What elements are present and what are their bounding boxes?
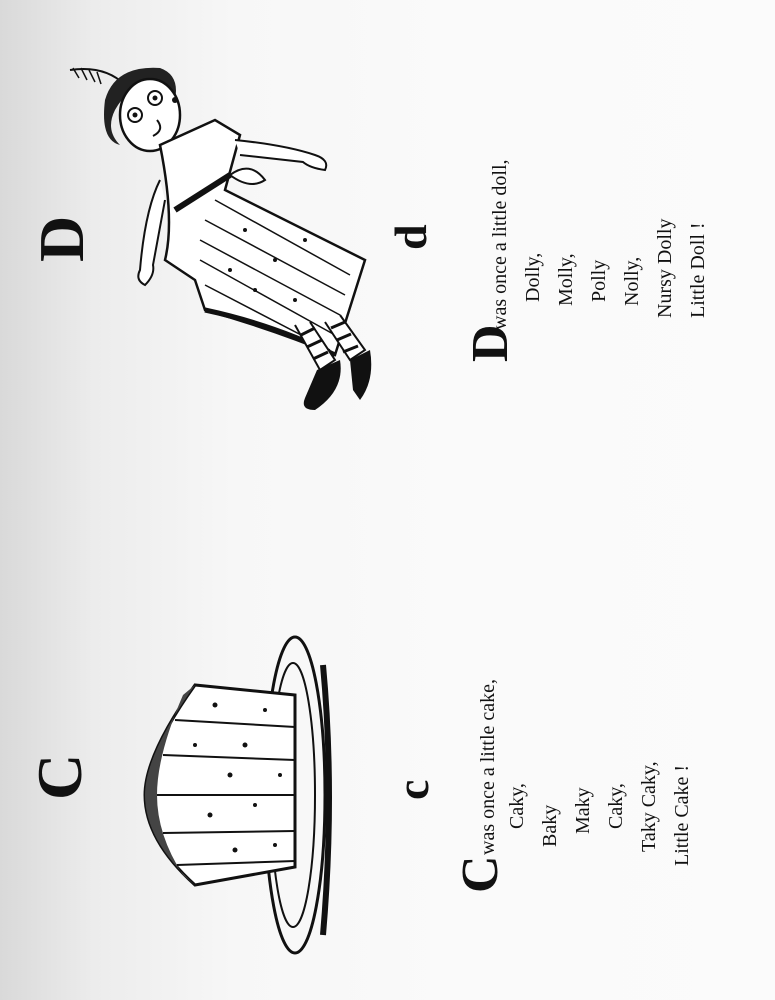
cake-illustration [135,635,335,965]
capital-letter-c: C [24,753,95,800]
verse-c-line-6: Taky Caky, [638,761,660,852]
verse-c-line-2: Caky, [506,783,528,829]
verse-d-line-3: Molly, [555,253,577,306]
lowercase-letter-c: c [387,779,438,800]
doll-illustration [65,60,375,420]
verse-c-line-4: Maky [572,787,594,834]
verse-d-line-6: Nursy Dolly [654,218,676,318]
verse-d-line-4: Polly [588,259,610,302]
verse-c-line-7: Little Cake ! [671,764,693,866]
verse-d-line-1: was once a little doll, [489,159,511,330]
lowercase-letter-d: d [385,224,436,250]
dropcap-d: D [462,324,519,362]
verse-d-line-7: Little Doll ! [687,222,709,318]
verse-c-line-5: Caky, [605,783,627,829]
verse-c-line-1: was once a little cake, [477,678,499,855]
capital-letter-d: D [26,215,97,262]
verse-d-line-5: Nolly, [621,256,643,306]
verse-c-line-3: Baky [539,804,561,847]
dropcap-c: C [452,855,509,893]
verse-d-line-2: Dolly, [522,252,544,302]
